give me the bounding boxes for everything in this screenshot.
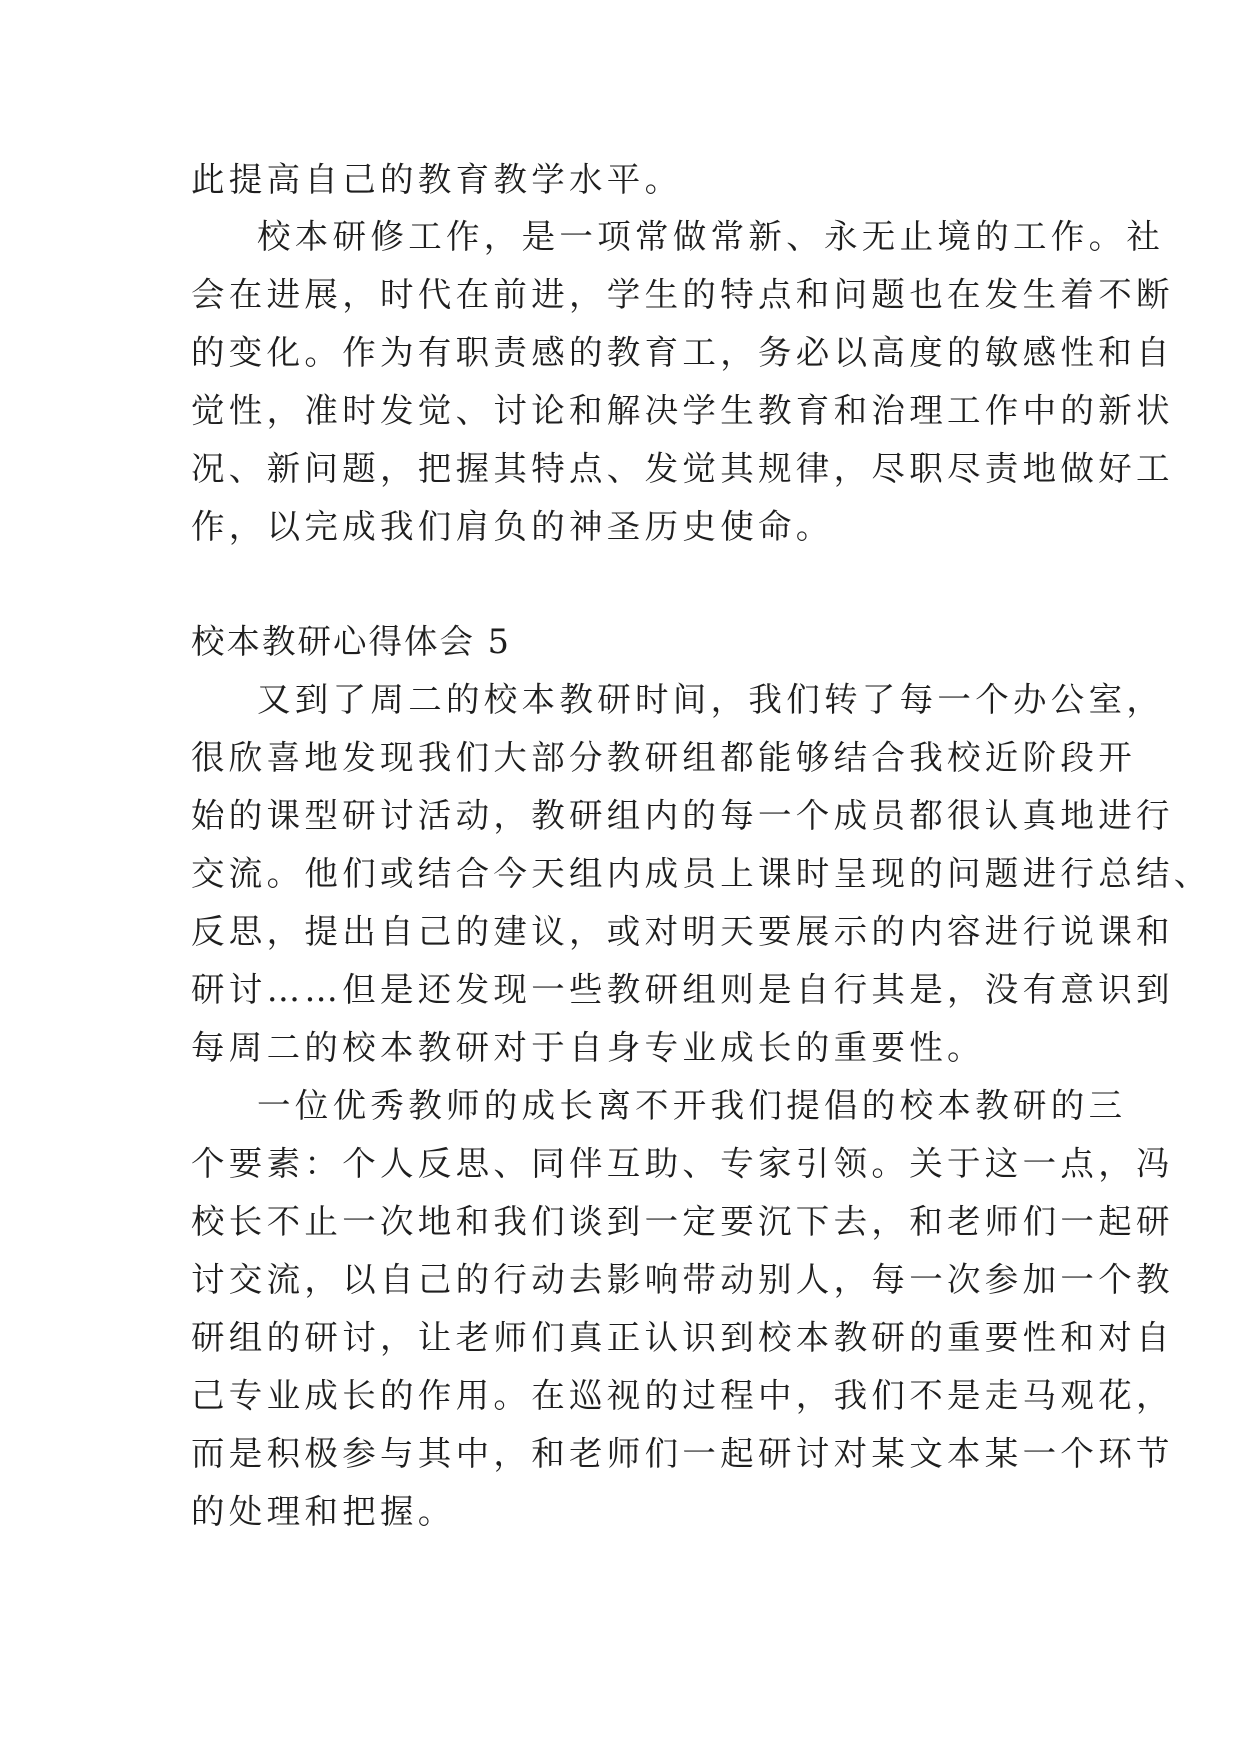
text-line: 校本研修工作，是一项常做常新、永无止境的工作。社 — [257, 217, 1165, 256]
text-line: 又到了周二的校本教研时间，我们转了每一个办公室， — [257, 680, 1165, 719]
text-line: 校长不止一次地和我们谈到一定要沉下去，和老师们一起研 — [191, 1202, 1174, 1241]
text-line: 研组的研讨，让老师们真正认识到校本教研的重要性和对自 — [191, 1318, 1174, 1357]
text-line: 己专业成长的作用。在巡视的过程中，我们不是走马观花， — [191, 1376, 1174, 1415]
text-line: 一位优秀教师的成长离不开我们提倡的校本教研的三 — [257, 1086, 1127, 1125]
text-line: 此提高自己的教育教学水平。 — [191, 160, 683, 199]
text-line: 讨交流，以自己的行动去影响带动别人，每一次参加一个教 — [191, 1260, 1174, 1299]
text-line: 的变化。作为有职责感的教育工，务必以高度的敏感性和自 — [191, 333, 1174, 372]
text-line: 况、新问题，把握其特点、发觉其规律，尽职尽责地做好工 — [191, 449, 1174, 488]
text-line: 很欣喜地发现我们大部分教研组都能够结合我校近阶段开 — [191, 738, 1136, 777]
section-heading: 校本教研心得体会 5 — [191, 622, 511, 661]
text-line: 交流。他们或结合今天组内成员上课时呈现的问题进行总结、 — [191, 854, 1212, 893]
text-line: 反思，提出自己的建议，或对明天要展示的内容进行说课和 — [191, 912, 1174, 951]
text-line: 每周二的校本教研对于自身专业成长的重要性。 — [191, 1028, 985, 1067]
text-line: 研讨……但是还发现一些教研组则是自行其是，没有意识到 — [191, 970, 1174, 1009]
text-line: 作，以完成我们肩负的神圣历史使命。 — [191, 507, 834, 546]
text-line: 个要素：个人反思、同伴互助、专家引领。关于这一点，冯 — [191, 1144, 1174, 1183]
text-line: 始的课型研讨活动，教研组内的每一个成员都很认真地进行 — [191, 796, 1174, 835]
text-line: 的处理和把握。 — [191, 1492, 456, 1531]
text-line: 会在进展，时代在前进，学生的特点和问题也在发生着不断 — [191, 275, 1174, 314]
text-line: 而是积极参与其中，和老师们一起研讨对某文本某一个环节 — [191, 1434, 1174, 1473]
text-line: 觉性，准时发觉、讨论和解决学生教育和治理工作中的新状 — [191, 391, 1174, 430]
